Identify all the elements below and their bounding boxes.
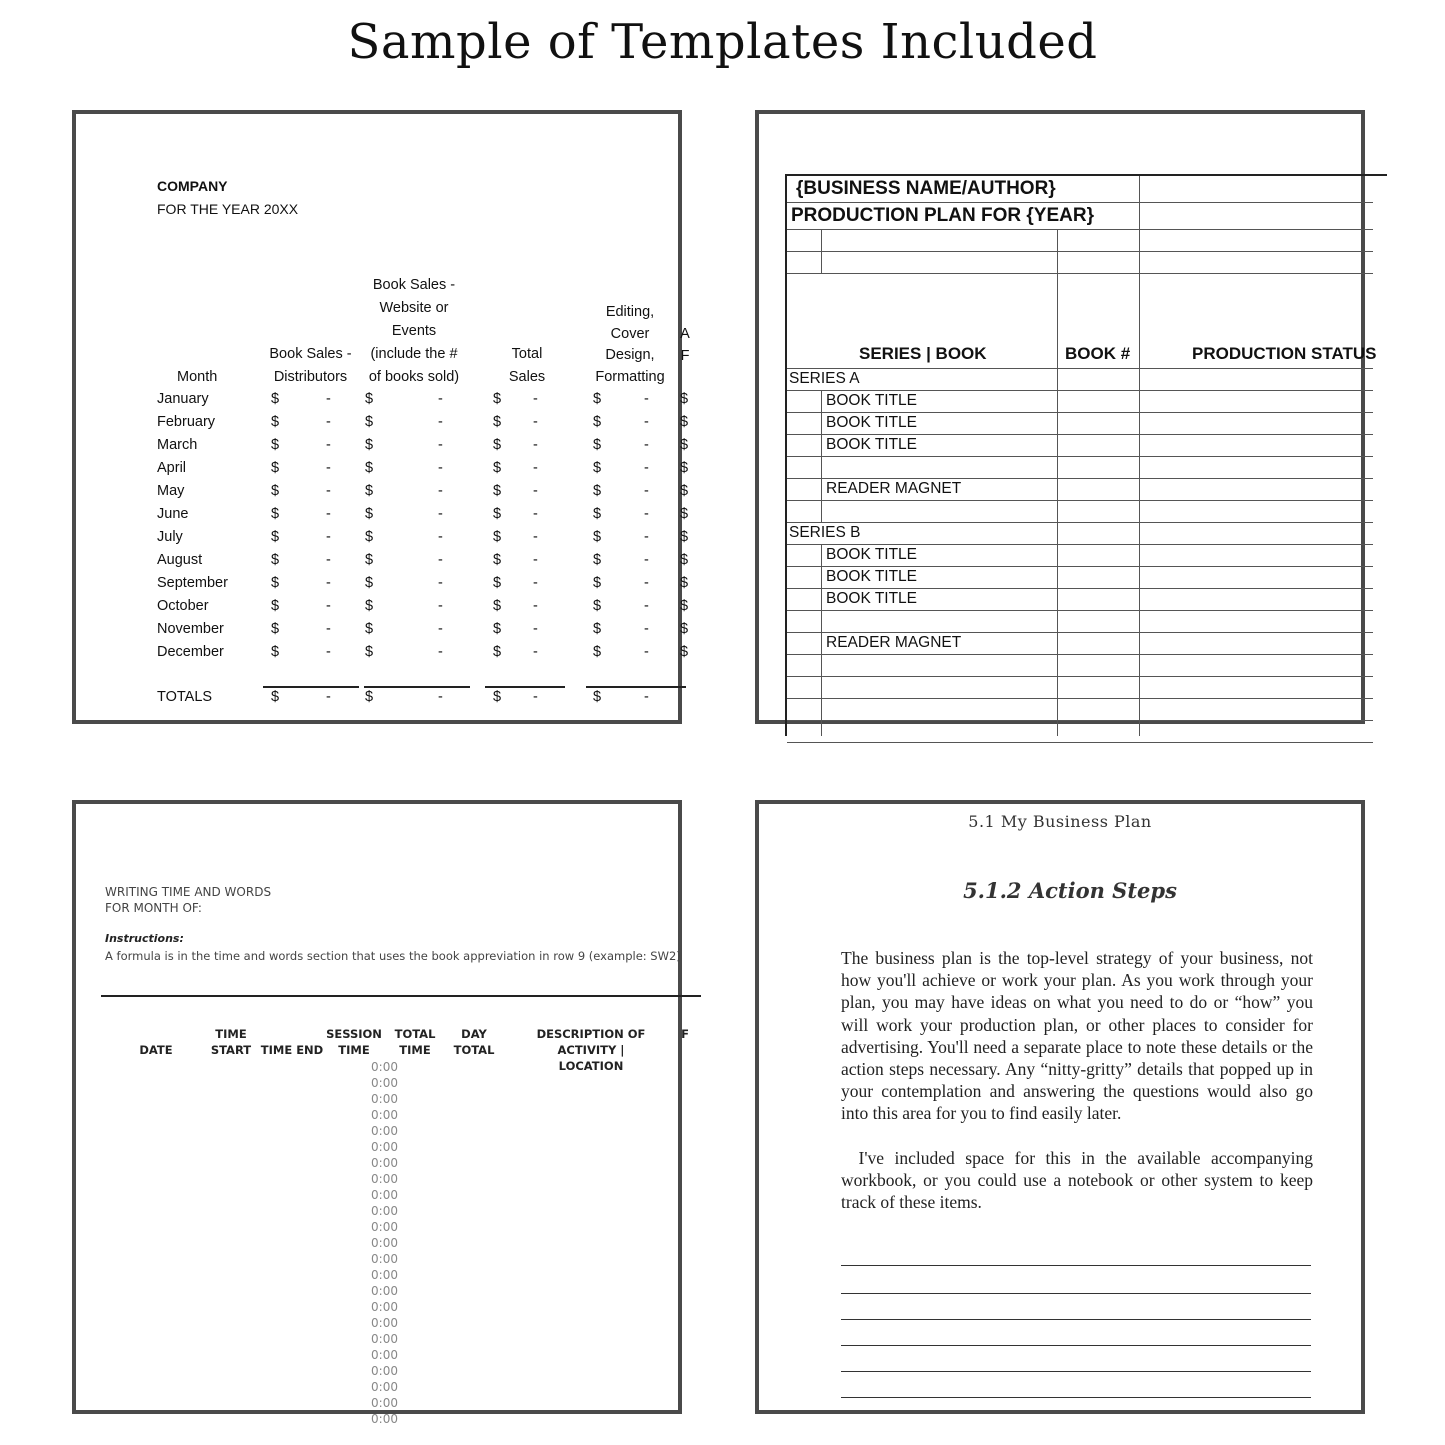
- company-label: COMPANY: [157, 178, 228, 194]
- header-cut-column: A F: [680, 326, 690, 364]
- currency-symbol: $: [680, 575, 689, 591]
- currency-symbol: $: [680, 644, 689, 660]
- cell-value: -: [644, 644, 649, 660]
- currency-symbol: $: [365, 460, 374, 476]
- currency-symbol: $: [271, 460, 280, 476]
- currency-symbol: $: [593, 529, 602, 545]
- cell-value: -: [326, 483, 331, 499]
- currency-symbol: $: [365, 437, 374, 453]
- currency-symbol: $: [593, 621, 602, 637]
- blank-row: [787, 655, 1373, 677]
- currency-symbol: $: [593, 483, 602, 499]
- session-time-cell: 0:00: [371, 1124, 398, 1138]
- cell-value: -: [644, 437, 649, 453]
- session-time-cell: 0:00: [371, 1348, 398, 1362]
- currency-symbol: $: [271, 414, 280, 430]
- cell-value: -: [326, 437, 331, 453]
- currency-symbol: $: [271, 598, 280, 614]
- writing-log-title: WRITING TIME AND WORDS FOR MONTH OF:: [105, 885, 272, 915]
- currency-symbol: $: [493, 437, 502, 453]
- header-website: Book Sales - Website or Events (include the # of books sold): [368, 277, 460, 385]
- cell-value: -: [438, 483, 443, 499]
- month-row: [76, 573, 696, 596]
- currency-symbol: $: [680, 552, 689, 568]
- cell-value: -: [326, 598, 331, 614]
- currency-symbol: $: [271, 437, 280, 453]
- currency-symbol: $: [271, 483, 280, 499]
- cell-value: -: [438, 552, 443, 568]
- instructions-text: A formula is in the time and words section that uses the book appreviation in row 9 (example: SW2): [105, 949, 681, 963]
- production-plan-panel: [755, 110, 1377, 724]
- session-time-cell: 0:00: [371, 1060, 398, 1074]
- currency-symbol: $: [271, 644, 280, 660]
- col-time-end: TIME END: [260, 1043, 324, 1057]
- cell-value: -: [326, 529, 331, 545]
- month-row: [76, 389, 696, 412]
- currency-symbol: $: [365, 575, 374, 591]
- cell-value: -: [438, 391, 443, 407]
- currency-symbol: $: [680, 598, 689, 614]
- cell-value: -: [326, 552, 331, 568]
- col-production-status: PRODUCTION STATUS: [1192, 344, 1377, 363]
- cell-value: -: [533, 575, 538, 591]
- cell-value: -: [438, 437, 443, 453]
- cell-value: -: [644, 506, 649, 522]
- session-time-cell: 0:00: [371, 1156, 398, 1170]
- currency-symbol: $: [493, 506, 502, 522]
- currency-symbol: $: [493, 391, 502, 407]
- month-rows: [76, 389, 696, 665]
- currency-symbol: $: [680, 483, 689, 499]
- totals-row: TOTALS $ - $ - $ - $ -: [157, 689, 649, 705]
- month-label: September: [157, 575, 228, 591]
- page-title: Sample of Templates Included: [347, 14, 1098, 70]
- currency-symbol: $: [593, 437, 602, 453]
- cell-value: -: [438, 575, 443, 591]
- currency-symbol: $: [365, 644, 374, 660]
- cell-value: -: [533, 552, 538, 568]
- book-row: BOOK TITLE: [787, 545, 1373, 567]
- series-row: SERIES A: [787, 369, 1373, 391]
- currency-symbol: $: [271, 621, 280, 637]
- currency-symbol: $: [365, 483, 374, 499]
- col-session-time: SESSION TIME: [326, 1027, 382, 1057]
- session-time-cell: 0:00: [371, 1108, 398, 1122]
- session-time-cell: 0:00: [371, 1396, 398, 1410]
- writing-line: [841, 1371, 1311, 1372]
- writing-log-panel: [72, 800, 689, 1426]
- session-time-cell: 0:00: [371, 1204, 398, 1218]
- month-row: [76, 458, 696, 481]
- month-label: March: [157, 437, 198, 453]
- cell-value: -: [533, 621, 538, 637]
- cell-value: -: [533, 483, 538, 499]
- business-name: {BUSINESS NAME/AUTHOR}: [796, 178, 1056, 199]
- session-time-cell: 0:00: [371, 1300, 398, 1314]
- month-label: December: [157, 644, 224, 660]
- cell-value: -: [644, 414, 649, 430]
- session-time-cell: 0:00: [371, 1412, 398, 1426]
- blank-row: [787, 699, 1373, 721]
- currency-symbol: $: [493, 598, 502, 614]
- header-editing: Editing, Cover Design, Formatting: [595, 304, 665, 385]
- currency-symbol: $: [365, 552, 374, 568]
- session-time-cell: 0:00: [371, 1332, 398, 1346]
- column-header-row: [787, 274, 1377, 369]
- month-row: [76, 481, 696, 504]
- totals-label: TOTALS: [157, 689, 213, 705]
- book-row: BOOK TITLE: [787, 435, 1373, 457]
- instructions-label: Instructions:: [105, 932, 184, 945]
- month-label: July: [157, 529, 183, 545]
- currency-symbol: $: [493, 575, 502, 591]
- currency-symbol: $: [493, 621, 502, 637]
- currency-symbol: $: [593, 460, 602, 476]
- month-label: May: [157, 483, 185, 499]
- currency-symbol: $: [593, 575, 602, 591]
- plan-title-row: [787, 203, 1373, 230]
- year-label: FOR THE YEAR 20XX: [157, 201, 299, 217]
- production-plan-grid: [785, 174, 1387, 736]
- month-label: June: [157, 506, 189, 522]
- section-title: 5.1.2 Action Steps: [963, 878, 1177, 903]
- paragraph: The business plan is the top-level strategy of your business, not how you'll achieve or work your plan. As you work through your plan, you may have ideas on what you need to do or “how” you will work your production plan, or other places to consider for advertising. You'll need a separate place to note these details or the action steps necessary. Any “nitty-gritty” details that popped up in your contemplation and answering the questions would also go into this area for you to find easily later.: [841, 948, 1313, 1124]
- month-label: October: [157, 598, 209, 614]
- cell-value: -: [533, 414, 538, 430]
- col-book-number: BOOK #: [1065, 344, 1131, 363]
- col-cut: F: [681, 1027, 689, 1041]
- writing-line: [841, 1319, 1311, 1320]
- cell-value: -: [644, 391, 649, 407]
- cell-value: -: [644, 621, 649, 637]
- currency-symbol: $: [271, 529, 280, 545]
- month-row: [76, 527, 696, 550]
- blank-row: [787, 457, 1373, 479]
- header-month: Month: [177, 369, 218, 385]
- currency-symbol: $: [593, 644, 602, 660]
- session-time-cell: 0:00: [371, 1220, 398, 1234]
- session-time-cell: 0:00: [371, 1188, 398, 1202]
- currency-symbol: $: [680, 506, 689, 522]
- currency-symbol: $: [680, 621, 689, 637]
- blank-row: [787, 721, 1373, 743]
- cell-value: -: [533, 529, 538, 545]
- session-time-cell: 0:00: [371, 1284, 398, 1298]
- series-row: SERIES B: [787, 523, 1373, 545]
- currency-symbol: $: [271, 506, 280, 522]
- month-label: February: [157, 414, 216, 430]
- col-time-start: TIME START: [210, 1027, 252, 1057]
- cell-value: -: [533, 460, 538, 476]
- currency-symbol: $: [593, 391, 602, 407]
- session-time-cell: 0:00: [371, 1140, 398, 1154]
- month-row: [76, 642, 696, 665]
- cell-value: -: [533, 437, 538, 453]
- currency-symbol: $: [680, 391, 689, 407]
- cell-value: -: [326, 391, 331, 407]
- month-label: January: [157, 391, 209, 407]
- currency-symbol: $: [493, 644, 502, 660]
- currency-symbol: $: [493, 414, 502, 430]
- cell-value: -: [644, 483, 649, 499]
- cell-value: -: [438, 621, 443, 637]
- book-row: BOOK TITLE: [787, 413, 1373, 435]
- blank-row: [787, 252, 1373, 274]
- cell-value: -: [533, 391, 538, 407]
- col-description: DESCRIPTION OF ACTIVITY | LOCATION: [536, 1027, 646, 1073]
- cell-value: -: [644, 529, 649, 545]
- session-time-cell: 0:00: [371, 1268, 398, 1282]
- income-sheet-panel: [72, 110, 690, 724]
- writing-line: [841, 1265, 1311, 1266]
- blank-row: [787, 230, 1373, 252]
- cell-value: -: [438, 598, 443, 614]
- book-row: BOOK TITLE: [787, 567, 1373, 589]
- session-time-cell: 0:00: [371, 1092, 398, 1106]
- session-time-cell: 0:00: [371, 1252, 398, 1266]
- plan-title: PRODUCTION PLAN FOR {YEAR}: [791, 205, 1094, 226]
- month-row: [76, 504, 696, 527]
- currency-symbol: $: [365, 391, 374, 407]
- currency-symbol: $: [593, 414, 602, 430]
- blank-row: [787, 677, 1373, 699]
- currency-symbol: $: [680, 529, 689, 545]
- currency-symbol: $: [271, 575, 280, 591]
- cell-value: -: [533, 644, 538, 660]
- writing-line: [841, 1345, 1311, 1346]
- cell-value: -: [326, 575, 331, 591]
- currency-symbol: $: [593, 598, 602, 614]
- book-page-panel: [755, 800, 1365, 1414]
- session-time-cell: 0:00: [371, 1316, 398, 1330]
- currency-symbol: $: [365, 506, 374, 522]
- writing-line: [841, 1397, 1311, 1398]
- blank-row: [787, 501, 1373, 523]
- session-time-cell: 0:00: [371, 1364, 398, 1378]
- cell-value: -: [533, 506, 538, 522]
- book-row: BOOK TITLE: [787, 589, 1373, 611]
- col-date: DATE: [139, 1043, 173, 1057]
- running-head: 5.1 My Business Plan: [968, 812, 1152, 831]
- col-series-book: SERIES | BOOK: [859, 344, 987, 363]
- header-total-sales: Total Sales: [508, 346, 546, 385]
- currency-symbol: $: [493, 529, 502, 545]
- book-row: BOOK TITLE: [787, 391, 1373, 413]
- month-label: August: [157, 552, 203, 568]
- currency-symbol: $: [680, 437, 689, 453]
- cell-value: -: [644, 598, 649, 614]
- cell-value: -: [326, 460, 331, 476]
- currency-symbol: $: [493, 483, 502, 499]
- cell-value: -: [644, 575, 649, 591]
- cell-value: -: [326, 506, 331, 522]
- currency-symbol: $: [365, 621, 374, 637]
- session-time-cell: 0:00: [371, 1236, 398, 1250]
- cell-value: -: [644, 552, 649, 568]
- month-label: November: [157, 621, 224, 637]
- session-time-cell: 0:00: [371, 1380, 398, 1394]
- header-rule: [101, 995, 701, 997]
- currency-symbol: $: [680, 414, 689, 430]
- session-time-column: [338, 1059, 398, 1427]
- currency-symbol: $: [271, 391, 280, 407]
- session-time-cell: 0:00: [371, 1172, 398, 1186]
- business-name-row: [787, 176, 1373, 203]
- currency-symbol: $: [593, 552, 602, 568]
- currency-symbol: $: [365, 598, 374, 614]
- currency-symbol: $: [365, 414, 374, 430]
- blank-row: [787, 611, 1373, 633]
- month-row: [76, 596, 696, 619]
- header-distributors: Book Sales - Distributors: [269, 346, 352, 385]
- currency-symbol: $: [365, 529, 374, 545]
- cell-value: -: [438, 460, 443, 476]
- currency-symbol: $: [680, 460, 689, 476]
- cell-value: -: [438, 414, 443, 430]
- writing-line: [841, 1293, 1311, 1294]
- month-label: April: [157, 460, 187, 476]
- currency-symbol: $: [493, 460, 502, 476]
- month-row: [76, 435, 696, 458]
- cell-value: -: [438, 644, 443, 660]
- month-row: [76, 412, 696, 435]
- month-row: [76, 550, 696, 573]
- currency-symbol: $: [493, 552, 502, 568]
- paragraph: I've included space for this in the available accompanying workbook, or you could use a notebook or other system to keep track of these items.: [841, 1148, 1313, 1213]
- cell-value: -: [326, 414, 331, 430]
- currency-symbol: $: [593, 506, 602, 522]
- col-day-total: DAY TOTAL: [453, 1027, 495, 1057]
- cell-value: -: [438, 506, 443, 522]
- col-total-time: TOTAL TIME: [394, 1027, 436, 1057]
- session-time-cell: 0:00: [371, 1076, 398, 1090]
- cell-value: -: [533, 598, 538, 614]
- currency-symbol: $: [271, 552, 280, 568]
- reader-magnet-row: READER MAGNET: [787, 633, 1373, 655]
- cell-value: -: [326, 644, 331, 660]
- cell-value: -: [438, 529, 443, 545]
- reader-magnet-row: READER MAGNET: [787, 479, 1373, 501]
- cell-value: -: [326, 621, 331, 637]
- cell-value: -: [644, 460, 649, 476]
- month-row: [76, 619, 696, 642]
